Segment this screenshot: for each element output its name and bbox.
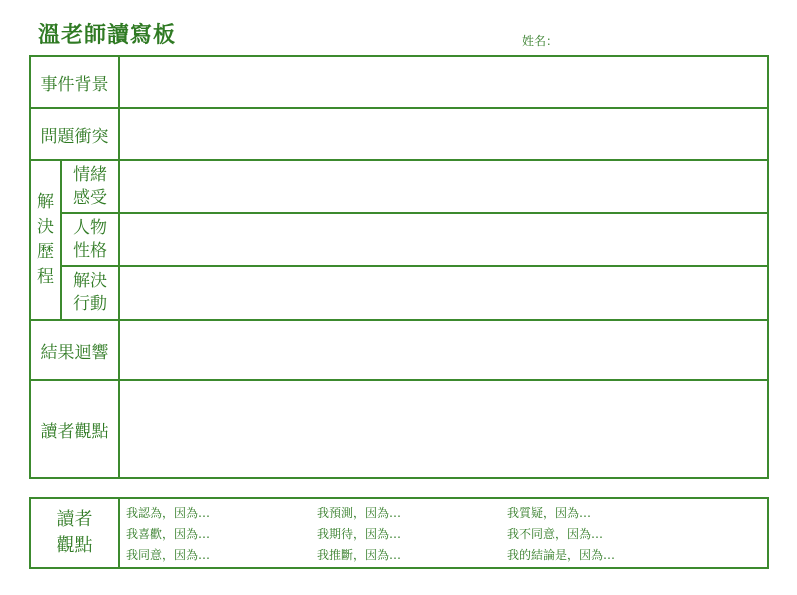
prompt-item: 我期待，因為… [317, 527, 402, 541]
subrow-action [62, 267, 767, 319]
prompts-label [31, 499, 120, 567]
worksheet-title: 溫老師讀寫板 [38, 23, 177, 48]
prompt-item: 我喜歡，因為… [126, 527, 211, 541]
label-result: 結果迴響 [31, 321, 120, 379]
label-resolution-process [31, 161, 62, 319]
label-character [62, 214, 120, 265]
label-action-line2: 行動 [73, 294, 107, 314]
label-character-line2: 性格 [73, 240, 107, 261]
worksheet-table [29, 55, 769, 479]
prompt-item: 我的結論是，因為… [507, 548, 616, 562]
resolution-process-char: 決 [37, 217, 54, 237]
prompts-label-line1: 讀者 [56, 509, 93, 530]
row-resolution-process [31, 161, 767, 321]
label-emotion [62, 161, 120, 212]
label-action-line1: 解決 [73, 271, 107, 291]
row-reader-view [31, 381, 767, 477]
emotion-field[interactable] [120, 161, 767, 212]
label-reader-view: 讀者觀點 [31, 381, 120, 477]
action-field[interactable] [120, 267, 767, 319]
reader-view-field[interactable] [120, 381, 767, 477]
resolution-process-char: 歷 [37, 242, 54, 262]
subrow-character [62, 214, 767, 267]
label-emotion-line1: 情緒 [73, 164, 107, 185]
reader-view-prompts-box [29, 497, 769, 569]
prompt-item: 我質疑，因為… [507, 506, 592, 520]
prompts-label-line2: 觀點 [56, 535, 93, 556]
background-field[interactable] [120, 57, 767, 107]
row-background [31, 57, 767, 109]
label-emotion-line2: 感受 [73, 187, 107, 208]
label-background: 事件背景 [31, 57, 120, 107]
subrow-emotion [62, 161, 767, 214]
label-action [62, 267, 120, 319]
label-conflict: 問題衝突 [31, 109, 120, 159]
label-character-line1: 人物 [73, 217, 107, 238]
prompt-item: 我不同意，因為… [507, 527, 604, 541]
resolution-process-char: 解 [37, 192, 54, 212]
character-field[interactable] [120, 214, 767, 265]
prompt-item: 我同意，因為… [126, 548, 211, 562]
prompt-item: 我預測，因為… [317, 506, 402, 520]
conflict-field[interactable] [120, 109, 767, 159]
prompt-item: 我推斷，因為… [317, 548, 402, 562]
result-field[interactable] [120, 321, 767, 379]
prompt-item: 我認為，因為… [126, 506, 211, 520]
row-result [31, 321, 767, 381]
resolution-process-char: 程 [37, 267, 54, 287]
row-conflict [31, 109, 767, 161]
name-label: 姓名： [522, 34, 559, 48]
